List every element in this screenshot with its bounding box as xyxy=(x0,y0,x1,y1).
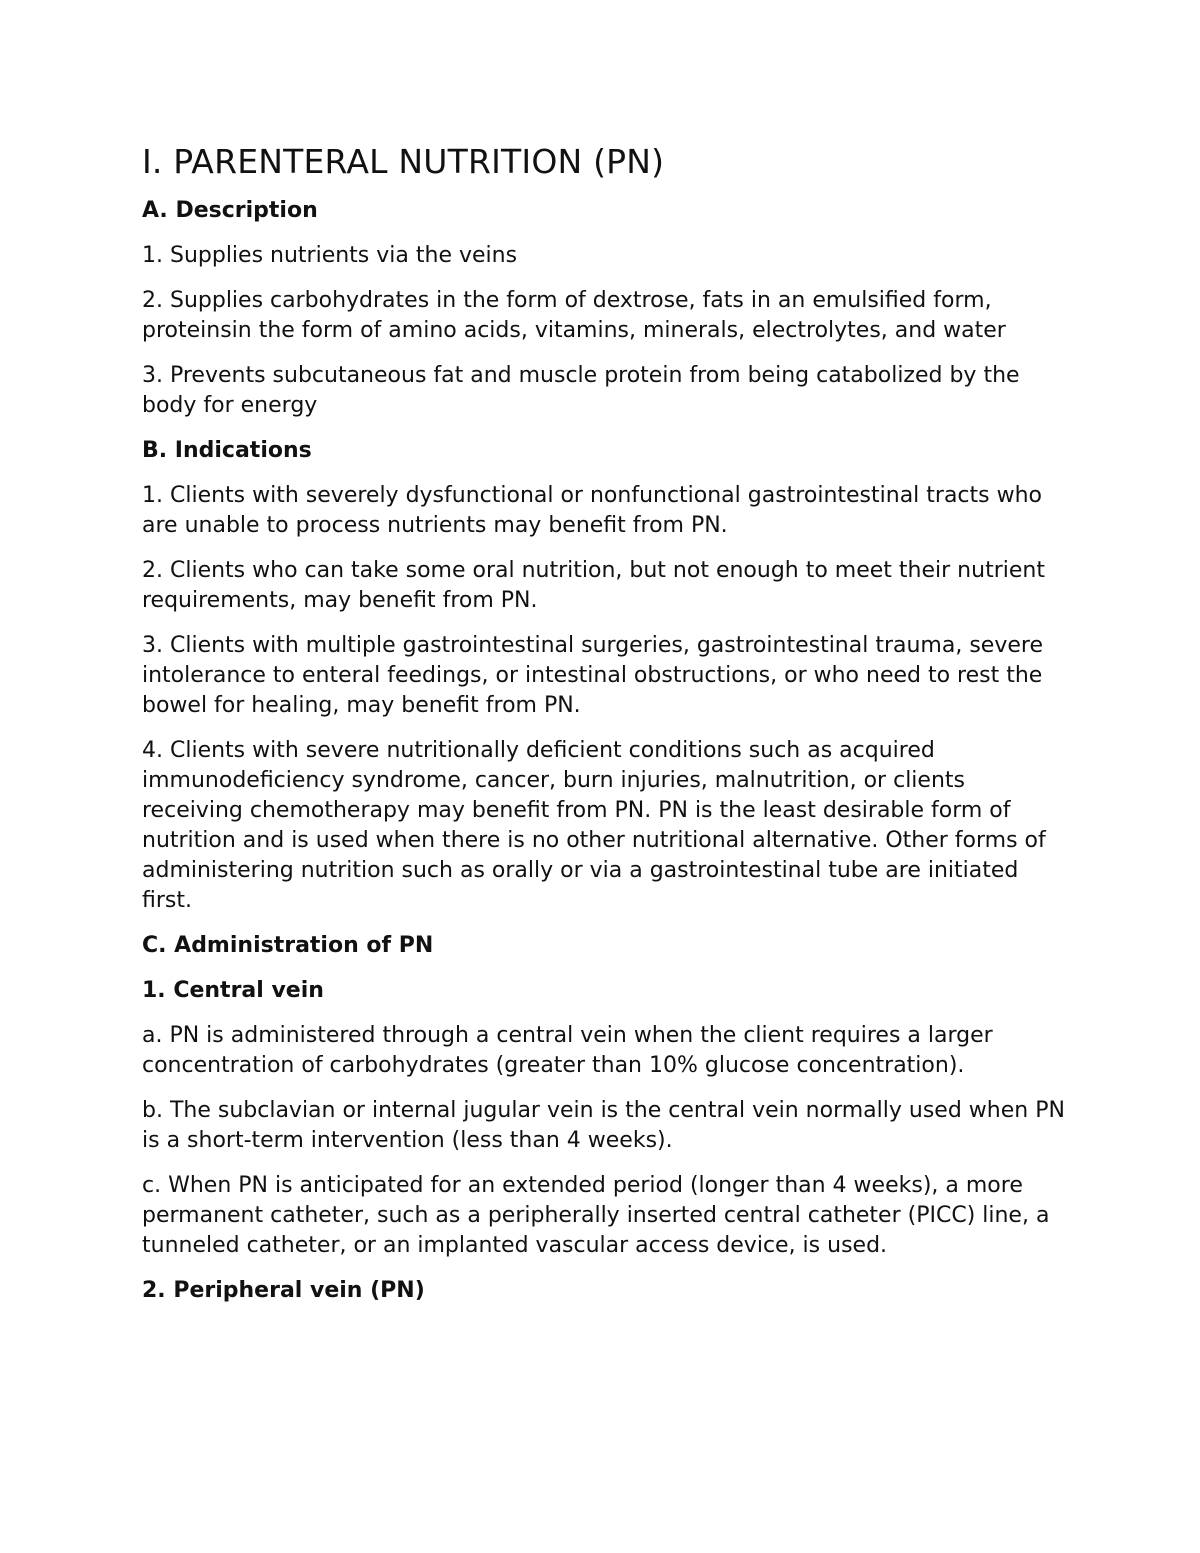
central-vein-item-c: c. When PN is anticipated for an extended period (longer than 4 weeks), a more permanent catheter, such as a peripherally inserted central catheter (PICC) line, a tunneled catheter, or an implanted vascular access device, is used. xyxy=(142,1173,1050,1258)
subsection-heading-central-vein: 1. Central vein xyxy=(142,978,324,1003)
indications-item-4: 4. Clients with severe nutritionally deficient conditions such as acquired immunodeficiency syndrome, cancer, burn injuries, malnutrition, or clients receiving chemotherapy may benefit from PN. PN is the least desirable form of nutrition and is used when there is no other nutritional alternative. Other forms of administering nutrition such as orally or via a gastrointestinal tube are initiated first. xyxy=(142,738,1046,913)
subsection-heading-peripheral-vein: 2. Peripheral vein (PN) xyxy=(142,1278,425,1303)
indications-item-3: 3. Clients with multiple gastrointestinal surgeries, gastrointestinal trauma, severe intolerance to enteral feedings, or intestinal obstructions, or who need to rest the bowel for healing, may benefit from PN. xyxy=(142,633,1043,718)
section-heading-description: A. Description xyxy=(142,198,318,223)
description-item-2: 2. Supplies carbohydrates in the form of dextrose, fats in an emulsified form, proteinsin the form of amino acids, vitamins, minerals, electrolytes, and water xyxy=(142,288,1006,343)
indications-item-1: 1. Clients with severely dysfunctional or nonfunctional gastrointestinal tracts who are unable to process nutrients may benefit from PN. xyxy=(142,483,1043,538)
central-vein-item-b: b. The subclavian or internal jugular vein is the central vein normally used when PN is a short-term intervention (less than 4 weeks). xyxy=(142,1098,1065,1153)
section-heading-indications: B. Indications xyxy=(142,438,312,463)
description-item-1: 1. Supplies nutrients via the veins xyxy=(142,243,518,268)
section-heading-administration: C. Administration of PN xyxy=(142,933,434,958)
document-title: I. PARENTERAL NUTRITION (PN) xyxy=(142,142,665,181)
description-item-3: 3. Prevents subcutaneous fat and muscle protein from being catabolized by the body for energy xyxy=(142,363,1020,418)
central-vein-item-a: a. PN is administered through a central vein when the client requires a larger concentration of carbohydrates (greater than 10% glucose concentration). xyxy=(142,1023,993,1078)
indications-item-2: 2. Clients who can take some oral nutrition, but not enough to meet their nutrient requirements, may benefit from PN. xyxy=(142,558,1045,613)
document-page xyxy=(142,140,1072,1321)
